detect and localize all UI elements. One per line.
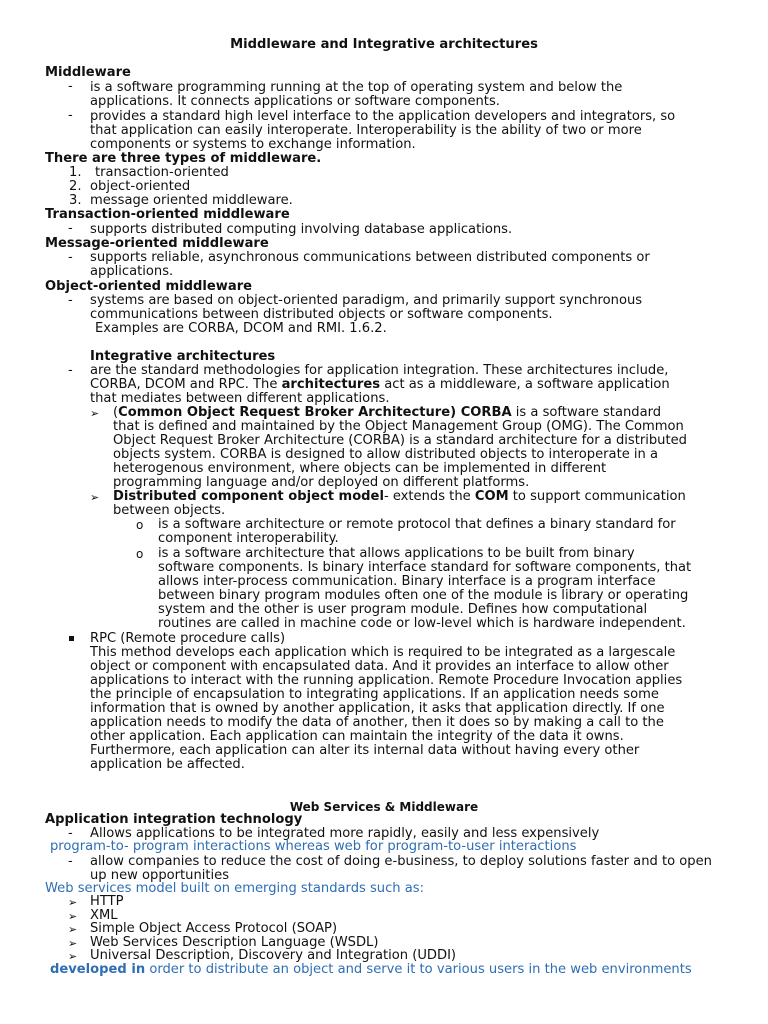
text-line: that application can easily interoperate. Interoperability is the ability of two or more [90,123,642,138]
text-line: supports distributed computing involving database applications. [90,222,513,237]
dash-marker: - [68,854,73,869]
text-line: software components. Is binary interface standard for software components, that [158,560,692,575]
text-line: programming language and/or deployed on different platforms. [113,475,530,490]
text-line: is a software architecture or remote protocol that defines a binary standard for [158,517,676,532]
text-line: component interoperability. [158,531,339,546]
list-number: 2. [69,179,82,194]
dash-marker: - [68,293,73,308]
dash-marker: - [68,79,73,94]
arrow-bullet-icon: ➢ [68,937,78,950]
blue-note: Web services model built on emerging standards such as: [45,881,425,896]
text-line: CORBA, DCOM and RPC. The architectures act as a middleware, a software application [90,377,670,392]
circle-bullet-marker: o [136,518,144,532]
text-line: information that is owned by another application, it asks that application directly. If one [90,701,665,716]
list-item: Universal Description, Discovery and Integration (UDDI) [90,948,457,963]
text-line: that is defined and maintained by the Object Management Group (OMG). The Common [113,419,684,434]
list-item: Simple Object Access Protocol (SOAP) [90,921,338,936]
list-item: XML [90,908,118,923]
arrow-bullet-icon: ➢ [68,896,78,909]
text-line: is a software programming running at the top of operating system and below the [90,80,623,95]
dash-marker: - [68,826,73,841]
text-line: This method develops each application which is required to be integrated as a largescale [90,645,676,660]
dash-marker: - [68,363,73,378]
arrow-bullet-icon: ➢ [68,923,78,936]
text-line: routines are called in machine code or low-level which is hardware independent. [158,616,686,631]
text-line: between binary program modules often one of the module is library or operating [158,588,689,603]
dash-marker: - [68,108,73,123]
list-item: message oriented middleware. [90,193,293,208]
arrow-bullet-icon: ➢ [68,950,78,963]
text-line: up new opportunities [90,868,230,883]
application-integration-heading: Application integration technology [45,812,303,827]
list-item: Web Services Description Language (WSDL) [90,935,379,950]
blue-note: developed in order to distribute an object and serve it to various users in the web environments [50,962,692,977]
text-line: supports reliable, asynchronous communications between distributed components or [90,250,650,265]
text-line: system and the other is user program module. Defines how computational [158,602,648,617]
object-heading: Object-oriented middleware [45,279,253,294]
dash-marker: - [68,221,73,236]
list-number: 1. [69,165,82,180]
text-line: applications. [90,264,174,279]
square-bullet-icon [69,636,74,641]
text-line: applications. It connects applications or software components. [90,94,500,109]
document-title: Middleware and Integrative architectures [230,37,538,52]
blue-note: program-to- program interactions whereas web for program-to-user interactions [50,839,577,854]
text-line: RPC (Remote procedure calls) [90,631,286,646]
text-line: that mediates between different applications. [90,391,390,406]
transaction-heading: Transaction-oriented middleware [45,207,290,222]
text-line: the principle of encapsulation to integrating applications. If an application needs some [90,687,659,702]
integrative-heading: Integrative architectures [90,349,276,364]
text-line: systems are based on object-oriented paradigm, and primarily support synchronous [90,293,643,308]
text-line: heterogenous environment, where objects can be implemented in different [113,461,607,476]
text-line: applications to interact with the running application. Remote Procedure Invocation applies [90,673,683,688]
list-number: 3. [69,193,82,208]
text-line: provides a standard high level interface to the application developers and integrators, so [90,109,676,124]
text-line: Distributed component object model- extends the COM to support communication [113,489,686,504]
text-line: (Common Object Request Broker Architecture) CORBA is a software standard [113,405,662,420]
text-line: Examples are CORBA, DCOM and RMI. 1.6.2. [95,321,387,336]
circle-bullet-marker: o [136,547,144,561]
list-item: HTTP [90,894,124,909]
text-line: application needs to modify the data of another, then it does so by making a call to the [90,715,664,730]
text-line: object or component with encapsulated data. And it provides an interface to allow other [90,659,669,674]
arrow-bullet-icon: ➢ [68,910,78,923]
text-line: allow companies to reduce the cost of doing e-business, to deploy solutions faster and to open [90,854,712,869]
text-line: are the standard methodologies for application integration. These architectures include, [90,363,669,378]
text-line: Furthermore, each application can alter its internal data without having every other [90,743,640,758]
text-line: communications between distributed objects or software components. [90,307,553,322]
types-heading: There are three types of middleware. [45,151,322,166]
middleware-heading: Middleware [45,65,131,80]
text-line: between objects. [113,503,226,518]
arrow-bullet-icon: ➢ [90,491,100,504]
text-line: Allows applications to be integrated more rapidly, easily and less expensively [90,826,600,841]
text-line: other application. Each application can maintain the integrity of the data it owns. [90,729,624,744]
web-section-title: Web Services & Middleware [289,800,479,814]
text-line: Object Request Broker Architecture (CORBA) is a standard architecture for a distributed [113,433,687,448]
list-item: transaction-oriented [95,165,229,180]
text-line: application be affected. [90,757,245,772]
arrow-bullet-icon: ➢ [90,407,100,420]
text-line: components or systems to exchange information. [90,137,416,152]
list-item: object-oriented [90,179,191,194]
dash-marker: - [68,250,73,265]
text-line: is a software architecture that allows applications to be built from binary [158,546,635,561]
text-line: objects system. CORBA is designed to allow distributed objects to interoperate in a [113,447,659,462]
text-line: allows inter-process communication. Binary interface is a program interface [158,574,656,589]
message-heading: Message-oriented middleware [45,236,269,251]
